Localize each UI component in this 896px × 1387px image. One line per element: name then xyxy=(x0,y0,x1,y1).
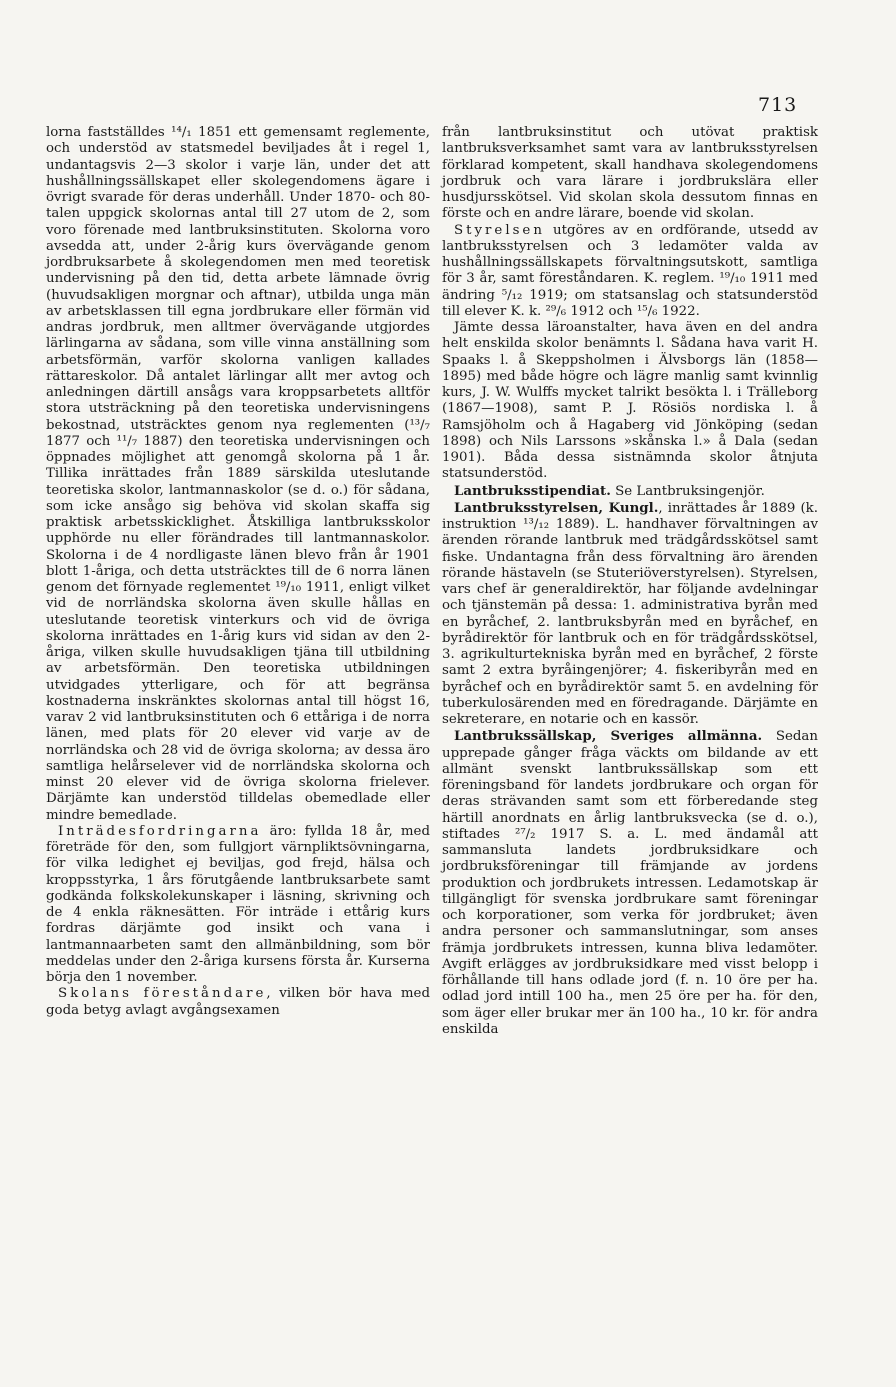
paragraph-lead: Skolans föreståndare xyxy=(58,986,267,1002)
entry-headword: Lantbruksstipendiat. xyxy=(454,482,611,499)
paragraph-text: lorna fastställdes ¹⁴/₁ 1851 ett gemensamt reglemente, och understöd av statsmedel beviljades åt i regel 1, undantagsvis 2—3 skolor i varje län, under det att hushållningssällskapet eller skolegendomens ägare i övrigt svarade för deras underhåll. Under 1870- och 80-talen uppgick skolornas antal till 27 utom de 2, som voro förenade med lantbruksinstituten. Skolorna voro avsedda att, under 2-årig kurs övervägande genom jordbruksarbete å skolegendomen men med teoretisk undervisning på den tid, detta arbete lämnade övrig (huvudsakligen morgnar och aftnar), utbilda unga män av arbetsklassen till egna jordbrukare eller förmän vid andras jordbruk, men alltmer övervägande utgjordes lärlingarna av sådana, som ville vinna anställning som arbetsförmän, varför skolorna vanligen kallades rättareskolor. Då antalet lärlingar allt mer avtog och anledningen därtill ansågs vara kroppsarbetets alltför stora utsträckning på den teoretiska undervisningens bekostnad, utsträcktes genom nya reglementen (¹³/₇ 1877 och ¹¹/₇ 1887) den teoretiska undervisningen och öppnades möjlighet att genomgå skolorna på 1 år. Tillika inrättades från 1889 särskilda uteslutande teoretiska skolor, lantmannaskolor (se d. o.) för sådana, som icke ansågo sig behöva vid skolan skaffa sig praktisk arbetsskicklighet. Åtskilliga lantbruksskolor upphörde nu eller förändrades till lantmannaskolor. Skolorna i de 4 nordligaste länen blevo från år 1901 blott 1-åriga, och detta utsträcktes till de 6 norra länen genom det förnyade reglementet ¹⁹/₁₀ 1911, enligt vilket vid de norrländska skolorna även skulle hållas en uteslutande teoretisk vinterkurs och vid de övriga skolorna inrättades en 1-årig kurs vid sidan av den 2-åriga, vilken skulle huvudsakligen tjäna till utbildning av arbetsförmän. Den teoretiska utbildningen utvidgades ytterligare, och för att begränsa kostnaderna inskränktes skolornas antal till högst 16, varav 2 vid lantbruksinstituten och 6 ettåriga i de norra länen, med plats för 20 elever vid varje av de norrländska och 28 vid de övriga skolorna; av dessa äro samtliga helårselever vid de norrländska skolorna och minst 20 elever vid de övriga skolorna frielever. Därjämte kan understöd tilldelas obemedlade eller mindre bemedlade. xyxy=(46,125,430,823)
paragraph-text: utgöres av en ordförande, utsedd av lantbruksstyrelsen och 3 ledamöter valda av hushållningssällskapets förvaltningsutskott, samtliga för 3 år, samt föreståndaren. K. reglem. ¹⁹/₁₀ 1911 med ändring ⁵/₁₂ 1919; om statsanslag och statsunderstöd till elever K. k. ²⁹/₆ 1912 och ¹⁵/₆ 1922. xyxy=(442,222,818,319)
entry-lantbrukssallskap xyxy=(442,728,818,1038)
paragraph-entrance-requirements xyxy=(46,824,430,987)
entry-text: , inrättades år 1889 (k. instruktion ¹³/₁₂ 1889). L. handhaver förvaltningen av ärenden rörande lantbruk med trädgårdsskötsel samt fiske. Undantagna från dess förvaltning äro ärenden rörande hästaveln (se Stuteriöverstyrelsen). Styrelsen, vars chef är generaldirektör, har följande avdelningar och tjänstemän på dessa: 1. administrativa byrån med en byråchef, 2. lantbruksbyrån med en byråchef, en byrådirektör för lantbruk och en för trädgårdsskötsel, 3. agrikulturtekniska byrån med en byråchef, 2 förste samt 2 extra byråingenjörer; 4. fiskeribyrån med en byråchef och en byrådirektör samt 5. en avdelning för tuberkulosärenden med en föredragande. Därjämte en sekreterare, en notarie och en kassör. xyxy=(442,500,818,727)
paragraph-continued xyxy=(46,125,430,824)
entry-headword: Lantbruksstyrelsen, Kungl. xyxy=(454,499,659,516)
paragraph-board xyxy=(442,223,818,321)
right-column xyxy=(442,125,818,1038)
page-number: 713 xyxy=(758,94,798,116)
entry-headword: Lantbrukssällskap, Sveriges allmänna. xyxy=(454,728,763,745)
paragraph-text: Jämte dessa läroanstalter, hava även en del andra helt enskilda skolor benämnts l. Sådana hava varit H. Spaaks l. å Skeppsholmen i Älvsborgs län (1858—1895) med både högre och lägre manlig samt kvinnlig kurs, J. W. Wulffs mycket talrikt besökta l. i Trälleborg (1867—1908), samt P. J. Rösiös nordiska l. å Ramsjöholm och å Hagaberg vid Jönköping (sedan 1898) och Nils Larssons »skånska l.» å Dala (sedan 1901). Båda dessa sistnämnda skolor åtnjuta statsunderstöd. xyxy=(442,320,818,482)
paragraph-text: , vilken bör hava med goda betyg avlagt avgångsexamen xyxy=(46,986,430,1018)
paragraph-private-schools xyxy=(442,320,818,483)
entry-lantbruksstyrelsen xyxy=(442,500,818,729)
entry-text: Sedan upprepade gånger fråga väckts om bildande av ett allmänt svenskt lantbrukssällskap som ett föreningsband för landets jordbrukare och organ för deras strävanden samt som ett förberedande steg härtill anordnats en årlig lantbruksvecka (se d. o.), stiftades ²⁷/₂ 1917 S. a. L. med ändamål att sammansluta landets jordbruksidkare och jordbruksföreningar till främjande av jordens produktion och jordbrukets intressen. Ledamotskap är tillgängligt för svenska jordbrukare samt föreningar och korporationer, som verka för jordbruket; även andra personer och sammanslutningar, som anses främja jordbrukets intressen, kunna bliva ledamöter. Avgift erlägges av jordbruksidkare med visst belopp i förhållande till hans odlade jord (f. n. 10 öre per ha. odlad jord intill 100 ha., men 25 öre per ha. för den, som äger eller brukar mer än 100 ha., 10 kr. för andra enskilda xyxy=(442,729,818,1037)
paragraph-lead: Inträdesfordringarna xyxy=(58,823,262,839)
paragraph-continued xyxy=(442,125,818,223)
paragraph-text: äro: fyllda 18 år, med företräde för den, som fullgjort värnpliktsövningarna, för vilka ledighet ej beviljas, god frejd, hälsa och kroppsstyrka, 1 års förutgående lantbruksarbete samt godkända folkskolekunskaper i läsning, skrivning och de 4 enkla räknesätten. För inträde i ettårig kurs fordras därjämte god insikt och vana i lantmannaarbeten samt den allmänbildning, som bör meddelas under den 2-åriga kursens första år. Kurserna börja den 1 november. xyxy=(46,823,430,985)
left-column xyxy=(46,125,430,1019)
paragraph-text: från lantbruksinstitut och utövat praktisk lantbruksverksamhet samt vara av lantbruksstyrelsen förklarad kompetent, skall handhava skolegendomens jordbruk och vara lärare i jordbrukslära eller husdjursskötsel. Vid skolan skola dessutom finnas en förste och en andre lärare, boende vid skolan. xyxy=(442,125,818,222)
paragraph-school-director xyxy=(46,986,430,1019)
paragraph-lead: Styrelsen xyxy=(454,222,545,238)
entry-text: Se Lantbruksingenjör. xyxy=(610,483,765,499)
entry-lantbruksstipendiat xyxy=(442,483,818,500)
